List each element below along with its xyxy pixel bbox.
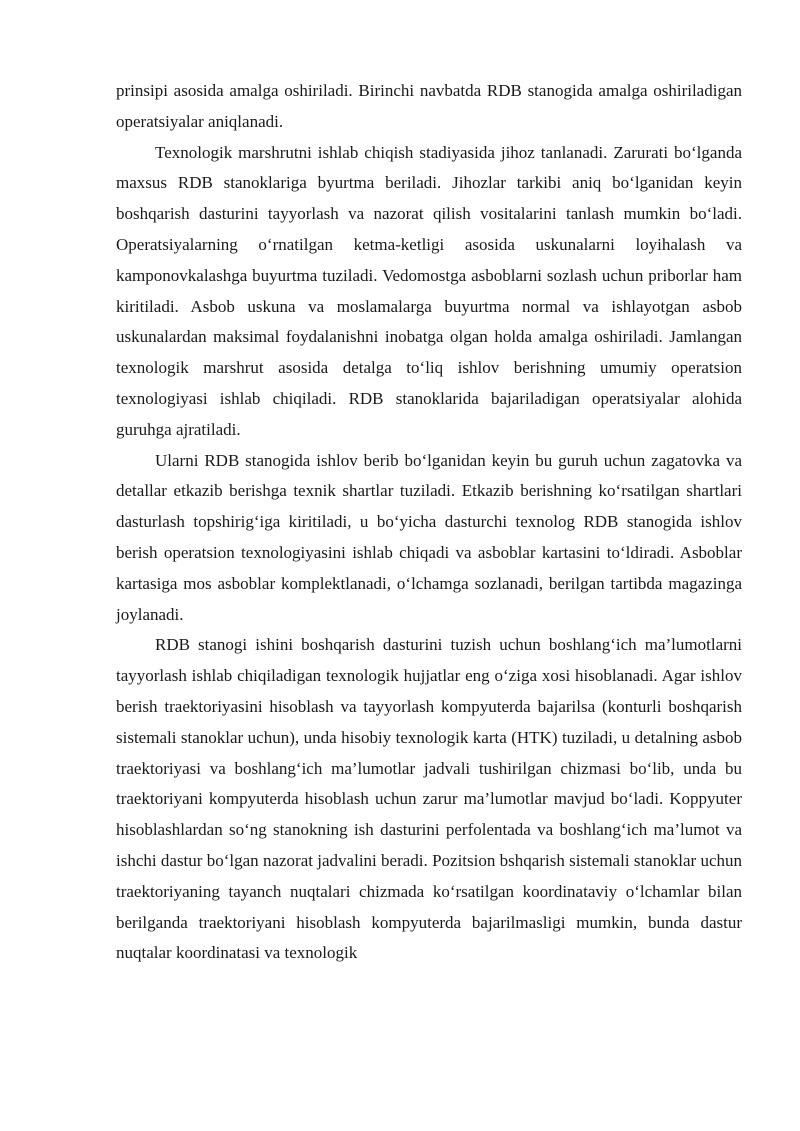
- paragraph-2: Texnologik marshrutni ishlab chiqish stadiyasida jihoz tanlanadi. Zarurati bo‘lganda maxsus RDB stanoklariga byurtma beriladi. Jihozlar tarkibi aniq bo‘lganidan keyin boshqarish dasturini tayyorlash va nazorat qilish vositalarini tanlash mumkin bo‘ladi. Operatsiyalarning o‘rnatilgan ketma-ketligi asosida uskunalarni loyihalash va kamponovkalashga buyurtma tuziladi. Vedomostga asboblarni sozlash uchun priborlar ham kiritiladi. Asbob uskuna va moslamalarga buyurtma normal va ishlayotgan asbob uskunalardan maksimal foydalanishni inobatga olgan holda amalga oshiriladi. Jamlangan texnologik marshrut asosida detalga to‘liq ishlov berishning umumiy operatsion texnologiyasi ishlab chiqiladi. RDB stanoklarida bajariladigan operatsiyalar alohida guruhga ajratiladi.: [116, 142, 742, 439]
- paragraph-3: Ularni RDB stanogida ishlov berib bo‘lganidan keyin bu guruh uchun zagatovka va detallar etkazib berishga texnik shartlar tuziladi. Etkazib berishning ko‘rsatilgan shartlari dasturlash topshirig‘iga kiritiladi, u bo‘yicha dasturchi texnolog RDB stanogida ishlov berish operatsion texnologiyasini ishlab chiqadi va asboblar kartasini to‘ldiradi. Asboblar kartasiga mos asboblar komplektlanadi, o‘lchamga sozlanadi, berilgan tartibda magazinga joylanadi.: [116, 450, 742, 624]
- paragraph-4: RDB stanogi ishini boshqarish dasturini tuzish uchun boshlang‘ich ma’lumotlarni tayyorlash ishlab chiqiladigan texnologik hujjatlar eng o‘ziga xosi hisoblanadi. Agar ishlov berish traektoriyasini hisoblash va tayyorlash kompyuterda bajarilsa (konturli boshqarish sistemali stanoklar uchun), unda hisobiy texnologik karta (HTK) tuziladi, u detalning asbob traektoriyasi va boshlang‘ich ma’lumotlar jadvali tushirilgan chizmasi bo‘lib, unda bu traektoriyani kompyuterda hisoblash uchun zarur ma’lumotlar mavjud bo‘ladi. Koppyuter hisoblashlardan so‘ng stanokning ish dasturini perfolentada va boshlang‘ich ma’lumot va ishchi dastur bo‘lgan nazorat jadvalini beradi. Pozitsion bshqarish sistemali stanoklar uchun traektoriyaning tayanch nuqtalari chizmada ko‘rsatilgan koordinataviy o‘lchamlar bilan berilganda traektoriyani hisoblash kompyuterda bajarilmasligi mumkin, bunda dastur nuqtalar koordinatasi va texnologik: [116, 635, 742, 963]
- paragraph-1: prinsipi asosida amalga oshiriladi. Birinchi navbatda RDB stanogida amalga oshiriladigan operatsiyalar aniqlanadi.: [116, 81, 742, 131]
- document-page: [116, 76, 742, 969]
